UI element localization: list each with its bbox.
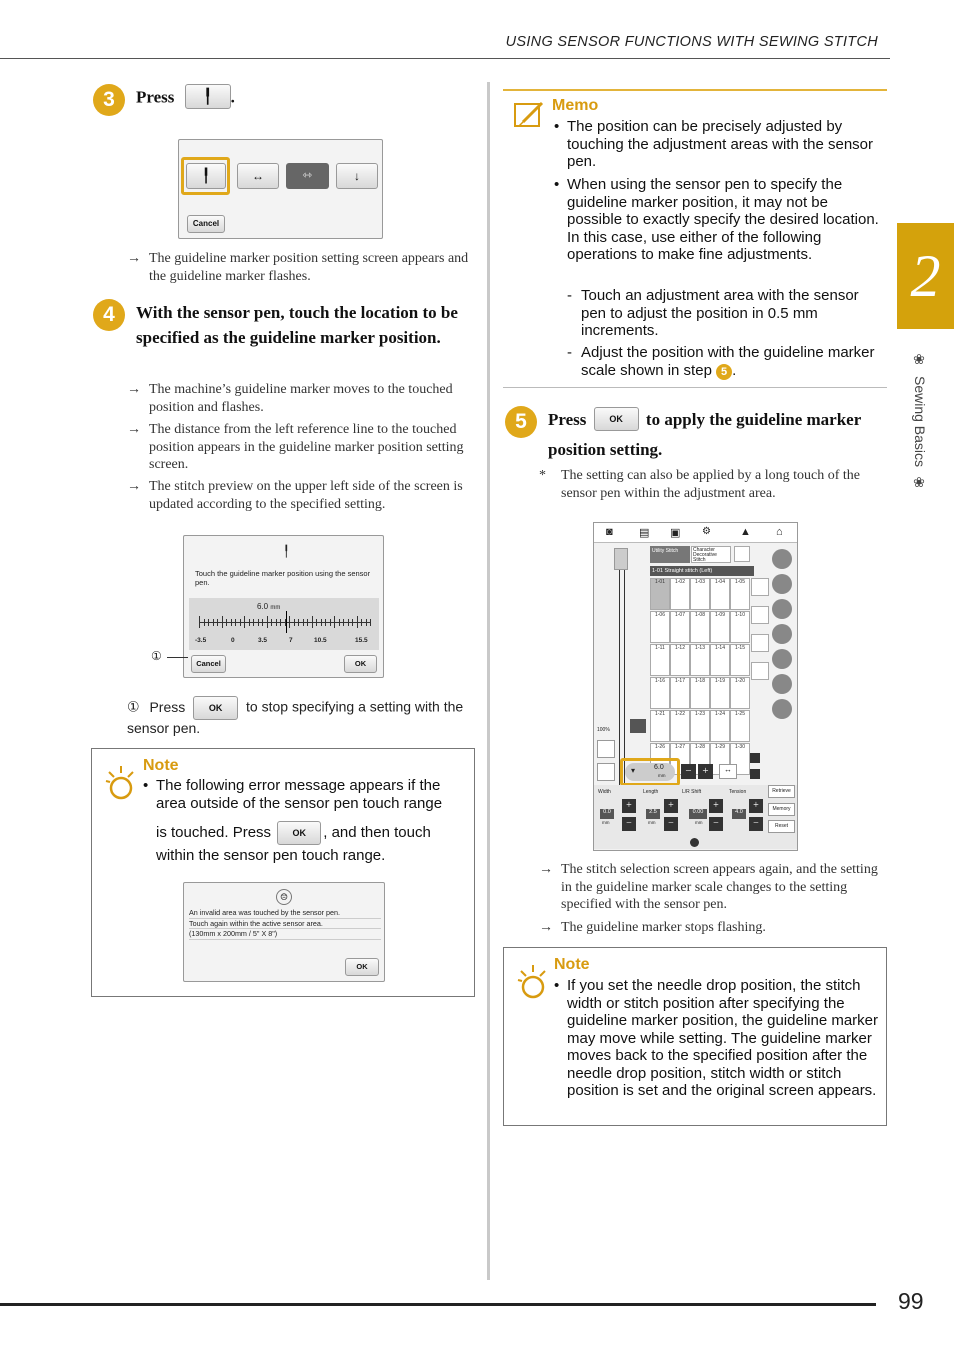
scale-icon: ⇿ [302, 168, 313, 182]
scale-tick [235, 619, 236, 626]
step-4-badge: 4 [93, 299, 125, 331]
scale-tick [253, 619, 254, 626]
position-setting-screen [183, 535, 384, 678]
scale-tick [231, 619, 232, 626]
stitch-button[interactable]: 1-25 [730, 710, 750, 742]
memo-bullet-1: • The position can be precisely adjusted by touching the adjustment areas with the sensor pen. [554, 118, 874, 170]
shift-value: 0.00 [689, 809, 707, 819]
column-divider [487, 82, 490, 1280]
stitch-button[interactable]: 1-08 [690, 611, 710, 643]
scale-tick [222, 616, 223, 628]
scale-tick [357, 616, 358, 628]
bobbin-icon[interactable] [772, 699, 792, 719]
chapter-side-label [907, 352, 933, 522]
stitch-button[interactable]: 1-17 [670, 677, 690, 709]
marker-value-field[interactable]: ▾ 6.0 mm [625, 763, 675, 781]
arrow-icon: → [539, 920, 553, 935]
guideline-marker-button [185, 84, 231, 109]
note-box-1 [91, 748, 475, 997]
stitch-button[interactable]: 1-22 [670, 710, 690, 742]
scale-tick [312, 616, 313, 628]
scale-area[interactable] [189, 598, 379, 650]
scale-tick [325, 619, 326, 626]
scale-tick [294, 619, 295, 626]
ok-button: OK [193, 696, 238, 720]
down-arrow-icon: ↓ [354, 169, 360, 183]
stitch-button[interactable]: 1-12 [670, 644, 690, 676]
stitch-button[interactable]: 1-16 [650, 677, 670, 709]
step-4-result-2: → The distance from the left reference line to the touched position appears in the guideline marker position setting screen. [127, 422, 464, 472]
scale-tick [217, 619, 218, 626]
chapter-title: Sewing Basics [912, 376, 928, 468]
plus-button[interactable]: + [698, 764, 713, 779]
step-3-instruction: Press ╿ . [136, 86, 235, 111]
scale-tick [249, 619, 250, 626]
marker-scale-button[interactable] [286, 163, 329, 189]
needle-icon[interactable] [597, 763, 615, 781]
stitch-button[interactable]: 1-04 [710, 578, 730, 610]
step-4-result-3: → The stitch preview on the upper left side of the screen is updated according to the specified setting. [127, 479, 463, 512]
stitch-button[interactable]: 1-30 [730, 743, 750, 775]
cancel-button[interactable]: Cancel [187, 215, 225, 233]
bottom-rule [0, 1303, 876, 1306]
scale-tick [213, 619, 214, 626]
tab-utility-stitch[interactable]: Utility Stitch [650, 546, 690, 563]
scale-ticks [199, 616, 371, 630]
presser-foot-icon [614, 548, 628, 570]
settings-icon[interactable]: ⚙ [702, 526, 711, 537]
stitch-button[interactable]: 1-21 [650, 710, 670, 742]
memo-top-rule [503, 89, 887, 91]
scale-tick [280, 619, 281, 626]
scale-tick [303, 619, 304, 626]
stitch-button[interactable]: 1-13 [690, 644, 710, 676]
length-minus-button[interactable]: − [664, 817, 678, 831]
memo-dash-2: - Adjust the position with the guideline marker scale shown in step 5 . [567, 344, 875, 379]
pin-icon: ╿ [202, 168, 210, 183]
zoom-percent: 100% [597, 727, 610, 733]
step-5-result-2: → The guideline marker stops flashing. [539, 920, 766, 935]
tab-character-decorative[interactable]: Character Decorative Stitch [691, 546, 731, 563]
lock-icon[interactable]: ▲ [740, 526, 751, 538]
memory-button[interactable]: Memory [768, 803, 795, 816]
marker-pin-button[interactable] [186, 163, 226, 189]
scale-tick [307, 619, 308, 626]
stitch-selection-screen [593, 522, 798, 851]
minus-button[interactable]: − [681, 764, 696, 779]
shift-minus-button[interactable]: − [709, 817, 723, 831]
screen-message: Touch the guideline marker position using the sensor pen. [195, 569, 371, 587]
home-icon[interactable]: ⌂ [776, 526, 783, 538]
scale-label: 10.5 [314, 637, 327, 644]
scale-tick [208, 619, 209, 626]
top-rule [0, 58, 890, 59]
memo-title: Memo [552, 97, 599, 114]
length-value: 2.5 [646, 809, 660, 819]
ok-button: OK [594, 407, 639, 431]
ornament-icon: ❀ [912, 475, 928, 492]
stitch-button[interactable]: 1-28 [690, 743, 710, 775]
scale-label: -3.5 [195, 637, 207, 644]
scale-tick [262, 619, 263, 626]
stitch-button[interactable]: 1-15 [730, 644, 750, 676]
step-4-heading: With the sensor pen, touch the location to be specified as the guideline marker position. [136, 303, 458, 347]
step-5-badge: 5 [505, 406, 537, 438]
width-value: 0.0 [600, 809, 614, 819]
tool-icon[interactable] [772, 674, 792, 694]
scale-tick [366, 619, 367, 626]
note-box-2 [503, 947, 887, 1126]
scale-tick [204, 619, 205, 626]
scale-tick [352, 619, 353, 626]
step-ref-badge: 5 [716, 364, 732, 380]
memo-bullet-2: • When using the sensor pen to specify the guideline marker position, it may not be possible to exactly specify the desired location. In this case, use either of the following operations to make fine adjustments. [554, 176, 879, 263]
page-icon[interactable]: ▤ [639, 527, 650, 539]
stitch-button[interactable]: 1-02 [670, 578, 690, 610]
scale-label: 3.5 [258, 637, 268, 644]
scale-tick [361, 619, 362, 626]
arrow-icon: → [127, 479, 141, 494]
arrow-icon: → [539, 862, 553, 877]
scale-tick [316, 619, 317, 626]
reset-button[interactable]: Reset [768, 820, 795, 833]
thread-icon[interactable] [597, 740, 615, 758]
stitch-button[interactable]: 1-09 [710, 611, 730, 643]
note-bullet: • If you set the needle drop position, the stitch width or stitch position after specifying the guideline marker position, the guideline marker may move while setting. The guideline marker moves back to the specified position after the needle drop position, stitch width or stitch position is set and the original screen appears. [554, 977, 879, 1099]
chapter-tab: 2 [897, 223, 954, 329]
scale-tick [321, 619, 322, 626]
stitch-button[interactable]: 1-26 [650, 743, 670, 775]
scale-tick [258, 619, 259, 626]
step-3-result: → The guideline marker position setting screen appears and the guideline marker flashes. [127, 251, 469, 284]
help-icon[interactable]: ▣ [670, 527, 681, 539]
stitch-button[interactable]: 1-19 [710, 677, 730, 709]
memo-pencil-icon [513, 100, 545, 130]
page-number: 99 [898, 1288, 924, 1314]
stitch-button[interactable]: 1-14 [710, 644, 730, 676]
pin-icon: ╿ [203, 88, 212, 104]
scale-tick [271, 619, 272, 626]
toolbar [594, 523, 797, 543]
scale-tick [370, 619, 371, 626]
scale-tick [240, 619, 241, 626]
scale-label: 15.5 [355, 637, 368, 644]
stitch-button[interactable]: 1-24 [710, 710, 730, 742]
shift-plus-button[interactable]: + [709, 799, 723, 813]
arrow-icon: → [127, 382, 141, 397]
needle-mode-icon[interactable] [772, 549, 792, 569]
scale-tick [330, 619, 331, 626]
tension-value: 4.0 [732, 809, 746, 819]
stitch-button[interactable]: 1-11 [650, 644, 670, 676]
running-title: USING SENSOR FUNCTIONS WITH SEWING STITCH [505, 34, 878, 50]
tension-plus-button[interactable]: + [749, 799, 763, 813]
stitch-grid [650, 578, 750, 760]
ok-button[interactable]: OK [344, 655, 377, 673]
pivot-icon[interactable] [772, 649, 792, 669]
stitch-button[interactable]: 1-20 [730, 677, 750, 709]
horizontal-arrows-icon: ↔ [252, 169, 264, 183]
stitch-button[interactable]: 1-10 [730, 611, 750, 643]
width-plus-button[interactable]: + [622, 799, 636, 813]
stitch-button[interactable]: 1-27 [670, 743, 690, 775]
scale-tick [348, 619, 349, 626]
mirror-icon[interactable] [772, 574, 792, 594]
camera-icon[interactable]: ◙ [606, 526, 613, 538]
note-bullet: • The following error message appears if the area outside of the sensor pen touch range [143, 777, 443, 812]
settings-panel: Width Length L/R Shift Tension 0.0 2.5 0.00 4.0 mm mm mm + − + − + − + − Retrieve Memory Reset [594, 785, 797, 849]
scale-label: 7 [289, 637, 293, 644]
note-continuation: is touched. Press OK , and then touch within the sensor pen touch range. [156, 821, 468, 866]
marker-move-button[interactable] [237, 163, 279, 189]
step-5-heading: Press OK to apply the guideline marker position setting. [548, 405, 883, 465]
marker-line [286, 611, 287, 633]
marker-setting-screen [178, 139, 383, 239]
scale-tick [334, 616, 335, 628]
twin-needle-icon[interactable] [772, 599, 792, 619]
scale-tick [199, 616, 200, 628]
stitch-button[interactable]: 1-07 [670, 611, 690, 643]
pin-icon: ╿ [283, 546, 290, 558]
step-3-badge: 3 [93, 84, 125, 116]
width-minus-button[interactable]: − [622, 817, 636, 831]
lightbulb-icon [517, 961, 547, 1001]
callout-text: ① Press OK to stop specifying a setting with the sensor pen. [127, 696, 477, 738]
arrow-icon: → [127, 251, 141, 266]
pen-icon [690, 838, 699, 847]
note-title: Note [554, 956, 590, 973]
scale-tick [244, 616, 245, 628]
stitch-name: 1-01 Straight stitch (Left) [650, 566, 754, 576]
book-icon[interactable] [734, 546, 750, 562]
scale-label: 0 [231, 637, 235, 644]
retrieve-button[interactable]: Retrieve [768, 785, 795, 798]
scale-tick [298, 619, 299, 626]
marker-set-icon[interactable]: ↔ [719, 764, 737, 779]
scale-tick [289, 616, 290, 628]
scroll-up-button[interactable] [750, 753, 760, 763]
step-5-tip: * The setting can also be applied by a long touch of the sensor pen within the adjustment area. [539, 468, 860, 501]
stitch-button[interactable]: 1-29 [710, 743, 730, 775]
scale-tick [339, 619, 340, 626]
step-4-result-1: → The machine’s guideline marker moves to the touched position and flashes. [127, 382, 453, 415]
lightbulb-icon [105, 762, 135, 802]
tension-minus-button[interactable]: − [749, 817, 763, 831]
ornament-icon: ❀ [912, 352, 928, 368]
square-icon[interactable] [630, 719, 646, 733]
scale-tick [226, 619, 227, 626]
arrow-icon: → [127, 422, 141, 437]
stitch-button[interactable]: 1-23 [690, 710, 710, 742]
callout-line [167, 657, 188, 658]
right-icon-column [772, 549, 794, 719]
marker-down-button[interactable] [336, 163, 378, 189]
cancel-button[interactable]: Cancel [191, 655, 226, 673]
position-value: 6.0 mm [257, 602, 281, 611]
step-5-result-1: → The stitch selection screen appears again, and the setting in the guideline marker scale changes to the setting specified with the sensor pen. [539, 862, 878, 912]
error-screen [183, 882, 385, 982]
ok-button[interactable]: OK [345, 958, 379, 976]
press-text: Press [136, 87, 175, 107]
marker-pin-icon: ▾ [631, 766, 636, 775]
scroll-down-button[interactable] [750, 769, 760, 779]
category-column [751, 578, 769, 718]
stitch-button[interactable]: 1-18 [690, 677, 710, 709]
length-plus-button[interactable]: + [664, 799, 678, 813]
ok-button: OK [277, 821, 321, 845]
scale-tick [343, 619, 344, 626]
error-message: An invalid area was touched by the sensor pen. Touch again within the active sensor area. (130mm x 200mm / 5" X 8") [189, 908, 381, 940]
memo-bottom-rule [503, 387, 887, 388]
stitch-button[interactable]: 1-06 [650, 611, 670, 643]
stitch-button[interactable]: 1-05 [730, 578, 750, 610]
note-title: Note [143, 757, 179, 774]
error-face-icon: ☹ [276, 889, 292, 905]
stitch-button[interactable]: 1-01 [650, 578, 670, 610]
foot-icon[interactable] [772, 624, 792, 644]
stitch-button[interactable]: 1-03 [690, 578, 710, 610]
scale-tick [267, 616, 268, 628]
callout-number: ① [151, 649, 162, 663]
memo-dash-1: - Touch an adjustment area with the sensor pen to adjust the position in 0.5 mm increments. [567, 287, 859, 339]
scale-tick [276, 619, 277, 626]
